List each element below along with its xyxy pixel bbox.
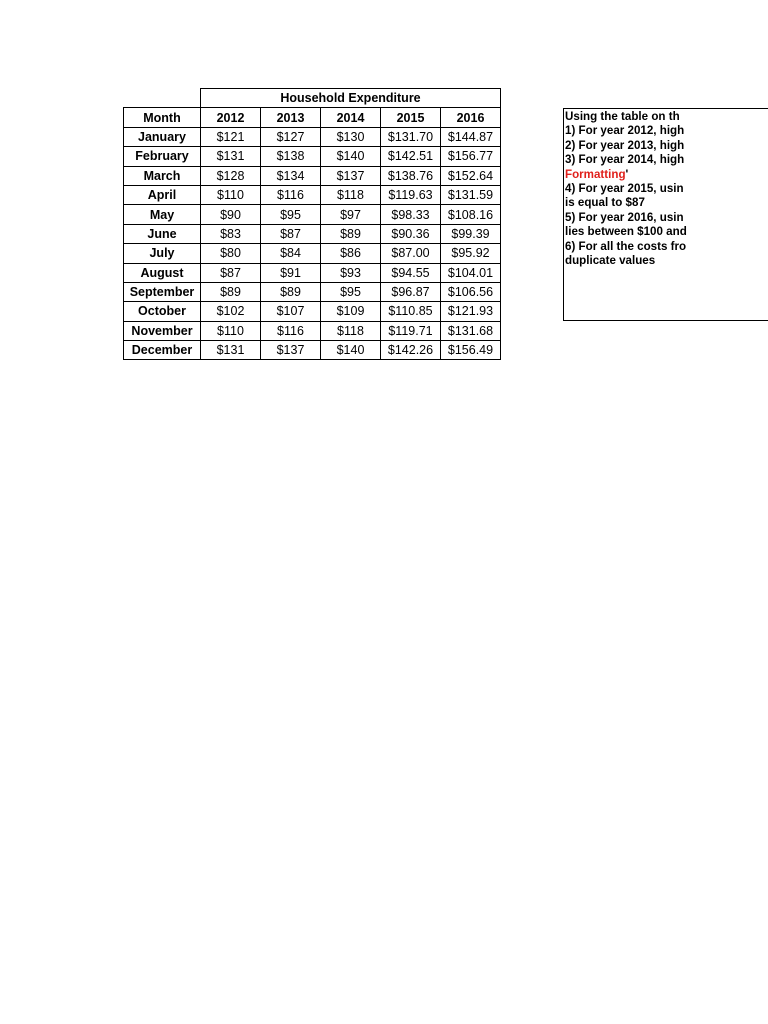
table-row [124,147,501,166]
month-cell[interactable]: September [124,282,201,301]
column-header-month[interactable]: Month [124,108,201,127]
expense-cell[interactable]: $89 [201,282,261,301]
table-row [124,127,501,146]
expense-cell[interactable]: $119.71 [381,321,441,340]
table-row [124,282,501,301]
month-cell[interactable]: October [124,302,201,321]
expense-cell[interactable]: $131 [201,341,261,360]
expense-cell[interactable]: $87 [261,224,321,243]
month-cell[interactable]: April [124,185,201,204]
expense-cell[interactable]: $137 [321,166,381,185]
expense-cell[interactable]: $109 [321,302,381,321]
instructions-box[interactable] [563,108,768,321]
table-row [124,341,501,360]
expense-cell[interactable]: $83 [201,224,261,243]
expense-cell[interactable]: $156.49 [441,341,501,360]
instruction-line: is equal to $87 [565,196,645,210]
expense-cell[interactable]: $138.76 [381,166,441,185]
expense-cell[interactable]: $118 [321,185,381,204]
expense-cell[interactable]: $110 [201,185,261,204]
expense-cell[interactable]: $106.56 [441,282,501,301]
expense-cell[interactable]: $102 [201,302,261,321]
instruction-line: Using the table on th [565,110,680,123]
table-row [124,224,501,243]
expense-cell[interactable]: $127 [261,127,321,146]
expense-cell[interactable]: $131 [201,147,261,166]
expense-cell[interactable]: $116 [261,321,321,340]
instruction-text: ' [625,167,629,181]
expense-cell[interactable]: $110.85 [381,302,441,321]
expense-cell[interactable]: $131.70 [381,127,441,146]
expense-cell[interactable]: $131.68 [441,321,501,340]
month-cell[interactable]: November [124,321,201,340]
expense-cell[interactable]: $118 [321,321,381,340]
expense-cell[interactable]: $156.77 [441,147,501,166]
month-cell[interactable]: February [124,147,201,166]
expense-cell[interactable]: $98.33 [381,205,441,224]
instruction-line: 5) For year 2016, usin [565,210,684,224]
column-header-year[interactable]: 2016 [441,108,501,127]
expense-cell[interactable]: $138 [261,147,321,166]
instruction-line: 3) For year 2014, high [565,153,685,167]
expense-cell[interactable]: $121 [201,127,261,146]
table-row [124,302,501,321]
column-header-year[interactable]: 2015 [381,108,441,127]
expense-cell[interactable]: $131.59 [441,185,501,204]
month-cell[interactable]: July [124,244,201,263]
column-header-year[interactable]: 2012 [201,108,261,127]
expense-cell[interactable]: $110 [201,321,261,340]
expense-cell[interactable]: $108.16 [441,205,501,224]
expense-cell[interactable]: $144.87 [441,127,501,146]
expense-cell[interactable]: $119.63 [381,185,441,204]
header-row [124,108,501,127]
expense-cell[interactable]: $89 [261,282,321,301]
instruction-line: 6) For all the costs fro [565,239,687,253]
month-cell[interactable]: August [124,263,201,282]
table-row [124,166,501,185]
expense-cell[interactable]: $90.36 [381,224,441,243]
expense-cell[interactable]: $152.64 [441,166,501,185]
instruction-line: lies between $100 and [565,225,687,239]
expense-cell[interactable]: $140 [321,147,381,166]
expense-cell[interactable]: $121.93 [441,302,501,321]
expense-cell[interactable]: $89 [321,224,381,243]
expense-cell[interactable]: $142.26 [381,341,441,360]
expense-cell[interactable]: $142.51 [381,147,441,166]
expense-cell[interactable]: $140 [321,341,381,360]
expense-cell[interactable]: $87.00 [381,244,441,263]
instruction-line: 2) For year 2013, high [565,138,685,152]
expense-cell[interactable]: $93 [321,263,381,282]
expense-cell[interactable]: $91 [261,263,321,282]
expense-cell[interactable]: $86 [321,244,381,263]
instruction-line: duplicate values [565,254,656,268]
month-cell[interactable]: January [124,127,201,146]
expense-cell[interactable]: $95.92 [441,244,501,263]
table-row [124,244,501,263]
column-header-year[interactable]: 2014 [321,108,381,127]
expense-cell[interactable]: $95 [321,282,381,301]
instruction-line [565,168,768,182]
blank-corner-cell [124,89,201,108]
month-cell[interactable]: June [124,224,201,243]
table-row [124,205,501,224]
expense-cell[interactable]: $87 [201,263,261,282]
instruction-line: 1) For year 2012, high [565,124,685,138]
expense-cell[interactable]: $128 [201,166,261,185]
expense-cell[interactable]: $80 [201,244,261,263]
table-row [124,321,501,340]
expense-cell[interactable]: $134 [261,166,321,185]
expense-cell[interactable]: $130 [321,127,381,146]
expense-cell[interactable]: $90 [201,205,261,224]
table-row [124,185,501,204]
expense-cell[interactable]: $137 [261,341,321,360]
expense-cell[interactable]: $84 [261,244,321,263]
instruction-line: 4) For year 2015, usin [565,182,684,196]
expense-cell[interactable]: $99.39 [441,224,501,243]
expense-cell[interactable]: $94.55 [381,263,441,282]
table-body [124,127,501,360]
month-cell[interactable]: March [124,166,201,185]
title-row [124,89,501,108]
expense-cell[interactable]: $95 [261,205,321,224]
table-row [124,263,501,282]
month-cell[interactable]: May [124,205,201,224]
household-expenditure-table [123,88,501,360]
table-title[interactable]: Household Expenditure [201,89,501,108]
expense-cell[interactable]: $104.01 [441,263,501,282]
expense-cell[interactable]: $96.87 [381,282,441,301]
expense-cell[interactable]: $107 [261,302,321,321]
column-header-year[interactable]: 2013 [261,108,321,127]
month-cell[interactable]: December [124,341,201,360]
expense-cell[interactable]: $116 [261,185,321,204]
expense-cell[interactable]: $97 [321,205,381,224]
formatting-highlight: Formatting [565,167,626,181]
